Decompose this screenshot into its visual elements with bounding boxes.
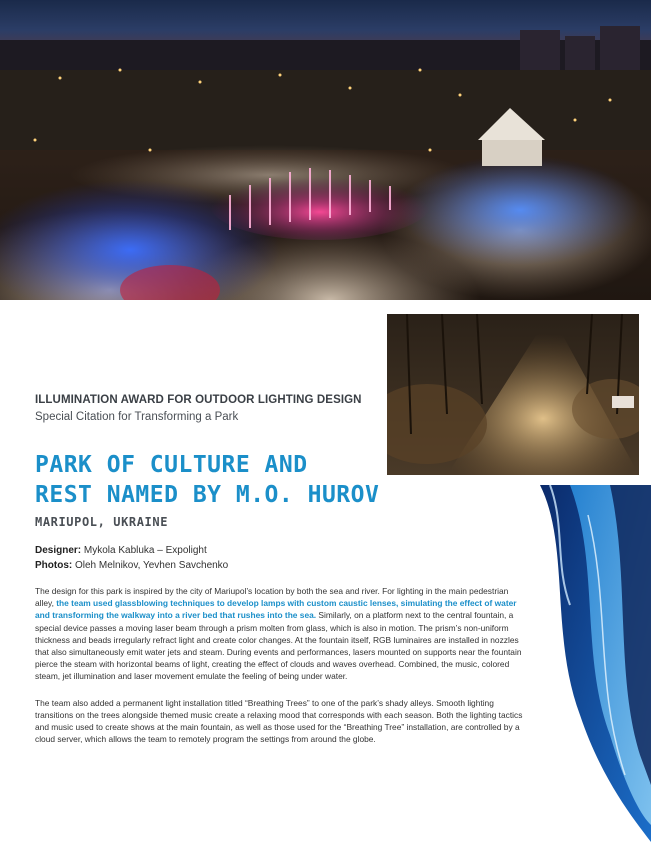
photos-label: Photos: bbox=[35, 560, 73, 571]
decorative-wave bbox=[540, 485, 651, 842]
article-body bbox=[35, 585, 527, 759]
award-subtitle: Special Citation for Transforming a Park bbox=[35, 411, 239, 423]
award-title: ILLUMINATION AWARD FOR OUTDOOR LIGHTING DESIGN bbox=[35, 394, 362, 406]
paragraph-2: The team also added a permanent light installation titled “Breathing Trees” to one of the park’s shady alleys. Smooth lighting transitions on the trees alongside themed music create a relaxing mood that corresponds with each season. Both the lighting tactics and music used to create shows at the main fountain, as well as those used for the “Breathing Tree” installation, are controlled by a cloud server, which allows the team to remotely program the settings from around the globe. bbox=[35, 697, 523, 745]
photos-value: Oleh Melnikov, Yevhen Savchenko bbox=[75, 560, 229, 571]
credits bbox=[35, 543, 228, 573]
paragraph-1-rest: Similarly, on a platform next to the central fountain, a special device passes a moving laser beam through a prism molten from glass, which is also in motion. The prism’s non-uniform thickness and beads irregularly refract light and create color changes. At the fountain itself, RGB luminaires are installed in nozzles that also simultaneously emit water jets and steam. During events and performances, lasers mounted on supports near the fountain pierce the steam with horizontal beams of light, creating the effect of clouds and waves overhead. Combined, the music, colored steam, jet illumination and laser movement emulate the feeling of being under water. bbox=[35, 610, 522, 682]
designer-label: Designer: bbox=[35, 545, 82, 556]
paragraph-1 bbox=[35, 585, 527, 683]
paragraph-1-highlight: the team used glassblowing techniques to develop lamps with custom caustic lenses, simulating the effect of water and transforming the walkway into a river bed that rushes into the sea. bbox=[35, 598, 517, 621]
hero-photo bbox=[0, 0, 651, 300]
project-title bbox=[35, 450, 455, 510]
project-location: MARIUPOL, UKRAINE bbox=[35, 515, 169, 529]
paragraph-1-intro: The design for this park is inspired by the city of Mariupol’s location by both the sea and river. For lighting in the main pedestrian alley, bbox=[35, 586, 509, 609]
designer-value: Mykola Kabluka – Expolight bbox=[83, 545, 207, 556]
project-title-line2: REST NAMED BY M.O. HUROV bbox=[35, 482, 380, 508]
project-title-line1: PARK OF CULTURE AND bbox=[35, 452, 308, 478]
photos-credit bbox=[35, 558, 228, 573]
designer-credit bbox=[35, 543, 228, 558]
